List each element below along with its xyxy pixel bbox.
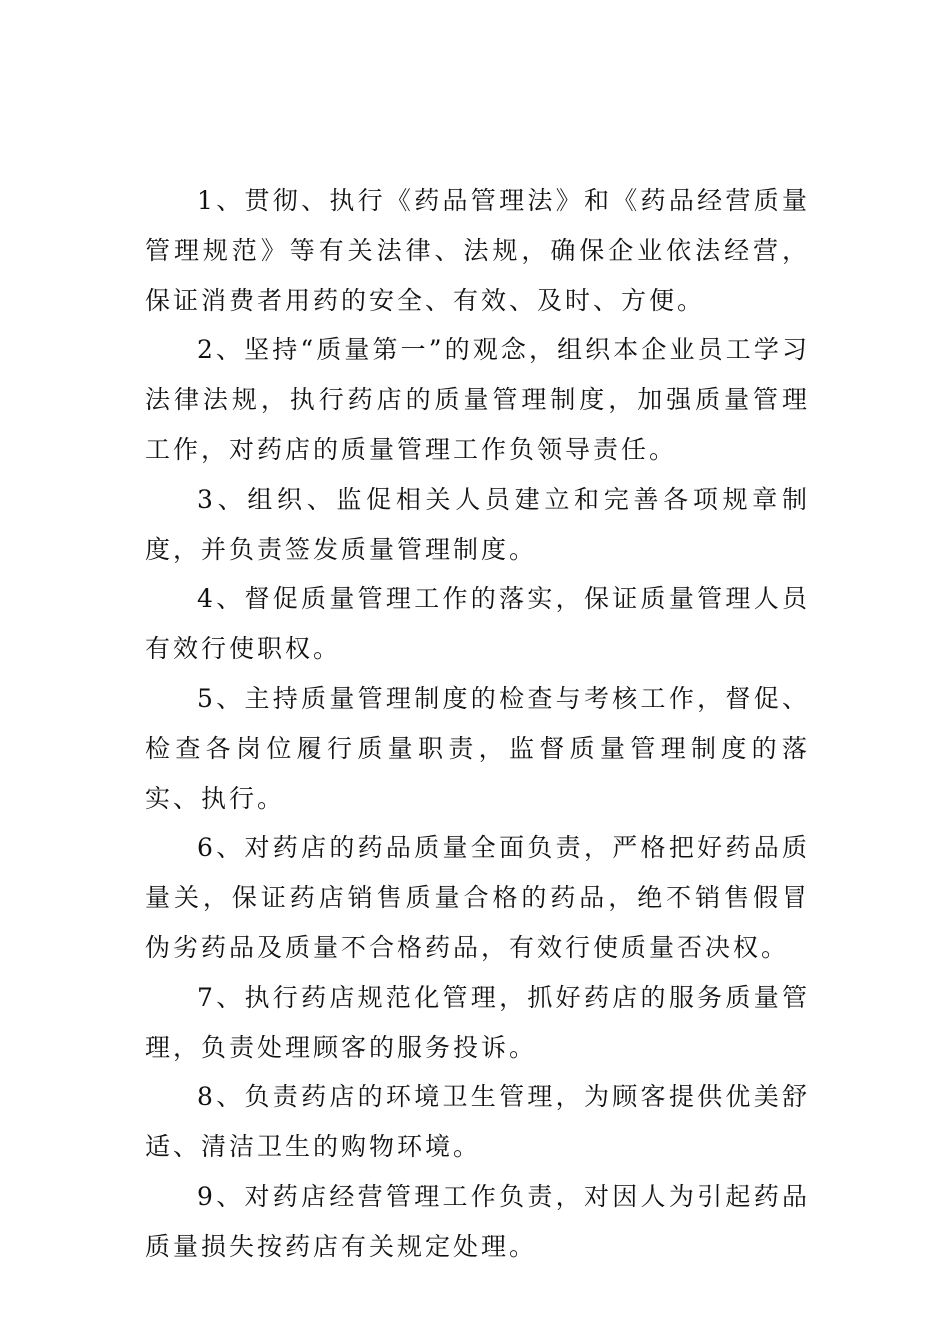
duty-item-6: 6、对药店的药品质量全面负责，严格把好药品质量关，保证药店销售质量合格的药品，绝不销售假冒伪劣药品及质量不合格药品，有效行使质量否决权。	[145, 833, 810, 962]
duty-item-1: 1、贯彻、执行《药品管理法》和《药品经营质量管理规范》等有关法律、法规，确保企业依法经营，保证消费者用药的安全、有效、及时、方便。	[145, 186, 810, 315]
duty-item-2: 2、坚持“质量第一”的观念，组织本企业员工学习法律法规，执行药店的质量管理制度，加强质量管理工作，对药店的质量管理工作负领导责任。	[145, 335, 810, 464]
duty-item-9: 9、对药店经营管理工作负责，对因人为引起药品质量损失按药店有关规定处理。	[145, 1181, 810, 1261]
duty-item-5: 5、主持质量管理制度的检查与考核工作，督促、检查各岗位履行质量职责，监督质量管理制度的落实、执行。	[145, 683, 810, 813]
document-body	[145, 176, 810, 1272]
duty-item-7: 7、执行药店规范化管理，抓好药店的服务质量管理，负责处理顾客的服务投诉。	[145, 982, 810, 1062]
duty-item-8: 8、负责药店的环境卫生管理，为顾客提供优美舒适、清洁卫生的购物环境。	[145, 1082, 810, 1162]
duty-item-4: 4、督促质量管理工作的落实，保证质量管理人员有效行使职权。	[145, 584, 810, 664]
duty-item-3: 3、组织、监促相关人员建立和完善各项规章制度，并负责签发质量管理制度。	[145, 484, 810, 564]
